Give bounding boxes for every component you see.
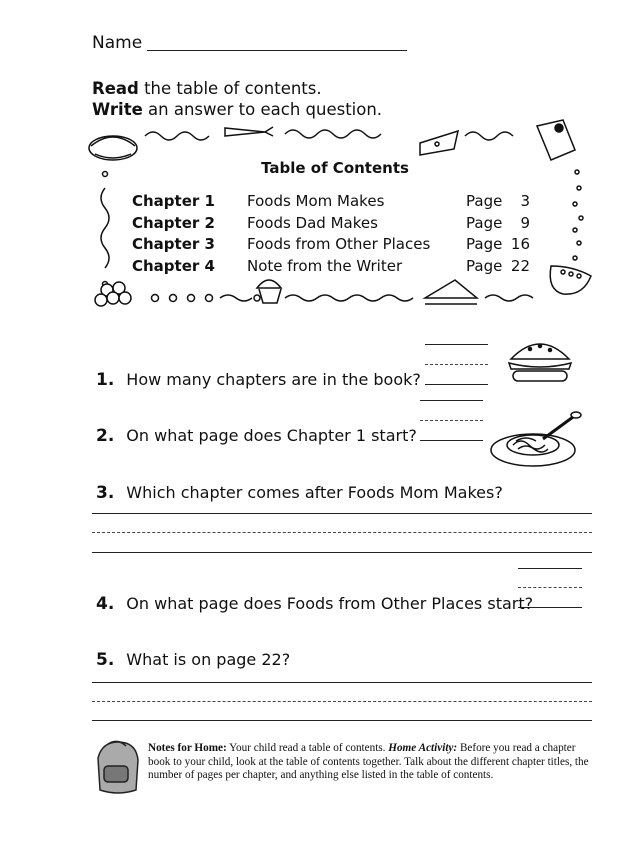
- instruction-verb: Write: [92, 100, 143, 119]
- backpack-icon: [88, 738, 143, 796]
- squiggle-decoration: [101, 188, 109, 268]
- toc-chapter-title: Foods from Other Places: [247, 235, 431, 253]
- home-activity-label: Home Activity:: [388, 742, 458, 754]
- writing-guide-top: [92, 513, 592, 514]
- instruction-text: the table of contents.: [138, 79, 322, 98]
- squiggle-decoration: [285, 130, 381, 138]
- question-number: 5.: [96, 650, 115, 670]
- toc-title: Table of Contents: [261, 159, 409, 177]
- question-text: How many chapters are in the book?: [126, 370, 421, 389]
- toc-page-label: Page: [466, 214, 503, 232]
- writing-guide-mid: [420, 420, 483, 421]
- writing-guide-top: [92, 682, 592, 683]
- q3-answer-line[interactable]: [92, 552, 592, 553]
- toc-chapter-title: Foods Dad Makes: [247, 214, 378, 232]
- question-text: On what page does Chapter 1 start?: [126, 426, 417, 445]
- writing-guide-mid: [92, 532, 592, 533]
- writing-guide-mid: [425, 364, 488, 365]
- notes-text: Your child read a table of contents.: [226, 742, 389, 754]
- notes-label: Notes for Home:: [148, 742, 227, 754]
- cereal-bowl-icon: [550, 266, 591, 294]
- toc-page-label: Page: [466, 192, 503, 210]
- writing-guide-mid: [92, 701, 592, 702]
- toc-chapter: Chapter 3: [132, 235, 215, 253]
- writing-guide-top: [425, 344, 488, 345]
- grapes-icon: [95, 282, 131, 306]
- name-answer-line[interactable]: [147, 50, 407, 51]
- q1-answer-line[interactable]: [425, 384, 488, 385]
- writing-guide-top: [518, 568, 582, 569]
- q2-answer-line[interactable]: [420, 440, 483, 441]
- cheese-icon: [420, 131, 458, 155]
- instruction-read: [92, 79, 322, 98]
- writing-guide-mid: [518, 587, 582, 588]
- q5-answer-line[interactable]: [92, 720, 592, 721]
- squiggle-decoration: [465, 132, 513, 140]
- notes-for-home: [148, 742, 598, 783]
- toc-page-number: 16: [510, 235, 530, 253]
- instruction-text: an answer to each question.: [142, 100, 383, 119]
- toc-chapter-title: Foods Mom Makes: [247, 192, 385, 210]
- question-text: What is on page 22?: [126, 650, 291, 669]
- instruction-verb: Read: [92, 79, 139, 98]
- spaghetti-plate-icon: [488, 405, 588, 470]
- toc-page-number: 9: [520, 214, 530, 232]
- question-number: 2.: [96, 426, 115, 446]
- sandwich-icon: [425, 280, 477, 304]
- question-text: On what page does Foods from Other Places start?: [126, 594, 534, 613]
- toc-chapter: Chapter 1: [132, 192, 215, 210]
- question-number: 4.: [96, 594, 115, 614]
- question-text: Which chapter comes after Foods Mom Makes?: [126, 483, 503, 502]
- home-activity-text: Before you read a chapter book to your child, look at the table of contents together. Talk about the different chapter titles, the number of pages per chapter, and anything else listed in the table of contents.: [148, 742, 589, 781]
- question-1: [96, 370, 421, 390]
- toc-page-label: Page: [466, 235, 503, 253]
- writing-guide-top: [420, 400, 483, 401]
- muffin-icon: [257, 280, 281, 303]
- question-2: [96, 426, 417, 446]
- question-3: [96, 483, 503, 503]
- carrot-icon: [225, 127, 273, 136]
- question-number: 3.: [96, 483, 115, 503]
- instruction-write: [92, 100, 382, 119]
- question-5: [96, 650, 290, 670]
- milk-carton-icon: [537, 120, 575, 160]
- squiggle-decoration: [145, 132, 209, 140]
- name-label: Name: [92, 33, 143, 53]
- question-4: [96, 594, 533, 614]
- toc-chapter: Chapter 2: [132, 214, 215, 232]
- hamburger-icon: [505, 335, 575, 390]
- question-number: 1.: [96, 370, 115, 390]
- pie-icon: [89, 136, 137, 160]
- toc-chapter: Chapter 4: [132, 257, 215, 275]
- toc-chapter-title: Note from the Writer: [247, 257, 403, 275]
- toc-page-label: Page: [466, 257, 503, 275]
- toc-page-number: 3: [520, 192, 530, 210]
- toc-page-number: 22: [510, 257, 530, 275]
